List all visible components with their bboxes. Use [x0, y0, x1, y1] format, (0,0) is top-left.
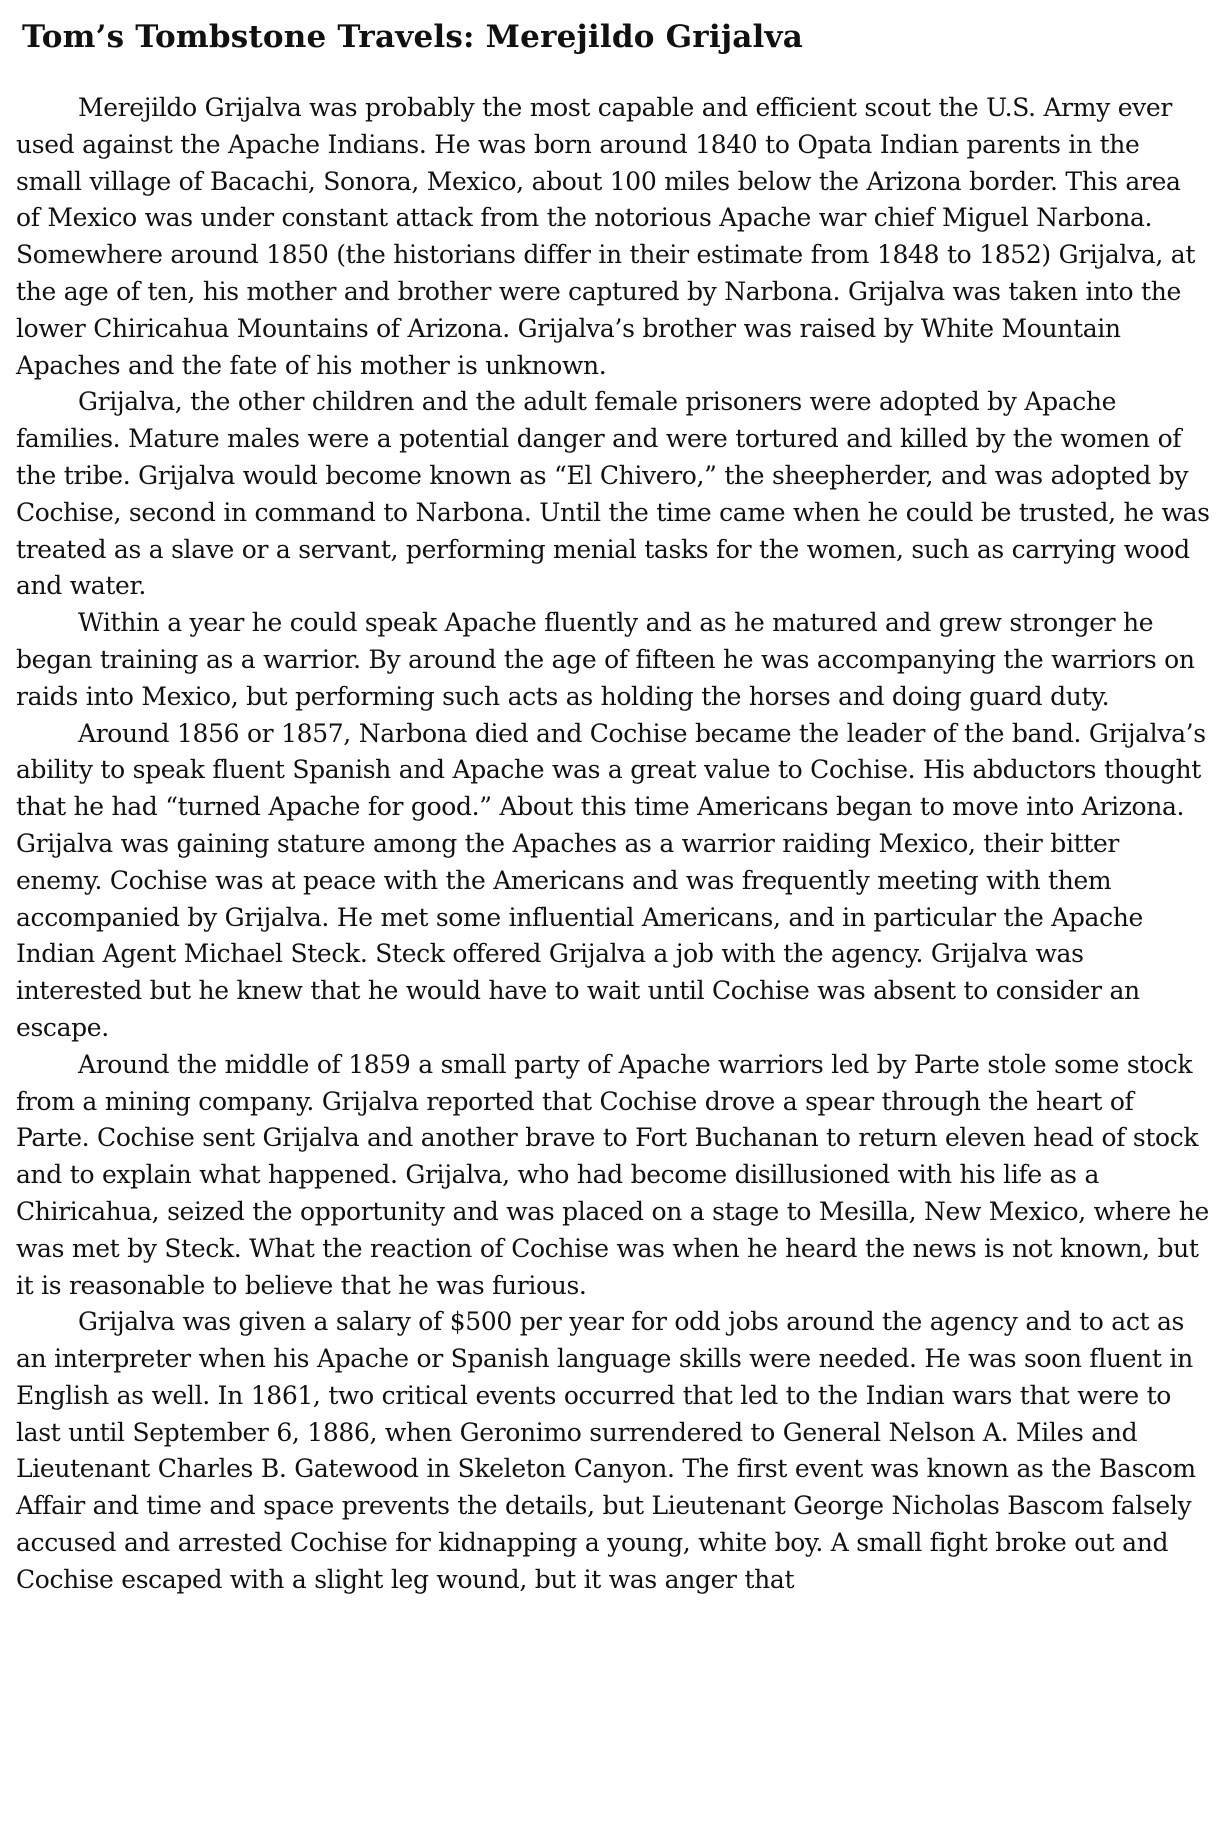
- paragraph-3: Within a year he could speak Apache fluently and as he matured and grew stronger he began training as a warrior. By around the age of fifteen he was accompanying the warriors on raids into Mexico, but performing such acts as holding the horses and doing guard duty.: [16, 608, 1195, 711]
- article-body: [16, 90, 1210, 1599]
- paragraph-4: Around 1856 or 1857, Narbona died and Cochise became the leader of the band. Grijalva’s ability to speak fluent Spanish and Apache was a great value to Cochise. His abductors thought that he had “turned Apache for good.” About this time Americans began to move into Arizona. Grijalva was gaining stature among the Apaches as a warrior raiding Mexico, their bitter enemy. Cochise was at peace with the Americans and was frequently meeting with them accompanied by Grijalva. He met some influential Americans, and in particular the Apache Indian Agent Michael Steck. Steck offered Grijalva a job with the agency. Grijalva was interested but he knew that he would have to wait until Cochise was absent to consider an escape.: [16, 718, 1206, 1042]
- paragraph-6: Grijalva was given a salary of $500 per year for odd jobs around the agency and to act as an interpreter when his Apache or Spanish language skills were needed. He was soon fluent in English as well. In 1861, two critical events occurred that led to the Indian wars that were to last until September 6, 1886, when Geronimo surrendered to General Nelson A. Miles and Lieutenant Charles B. Gatewood in Skeleton Canyon. The first event was known as the Bascom Affair and time and space prevents the details, but Lieutenant George Nicholas Bascom falsely accused and arrested Cochise for kidnapping a young, white boy. A small fight broke out and Cochise escaped with a slight leg wound, but it was anger that: [16, 1307, 1196, 1594]
- page-title: Tom’s Tombstone Travels: Merejildo Grijalva: [22, 19, 803, 55]
- paragraph-2: Grijalva, the other children and the adult female prisoners were adopted by Apache families. Mature males were a potential danger and were tortured and killed by the women of the tribe. Grijalva would become known as “El Chivero,” the sheepherder, and was adopted by Cochise, second in command to Narbona. Until the time came when he could be trusted, he was treated as a slave or a servant, performing menial tasks for the women, such as carrying wood and water.: [16, 387, 1210, 601]
- paragraph-1: Merejildo Grijalva was probably the most capable and efficient scout the U.S. Army ever used against the Apache Indians. He was born around 1840 to Opata Indian parents in the small village of Bacachi, Sonora, Mexico, about 100 miles below the Arizona border. This area of Mexico was under constant attack from the notorious Apache war chief Miguel Narbona. Somewhere around 1850 (the historians differ in their estimate from 1848 to 1852) Grijalva, at the age of ten, his mother and brother were captured by Narbona. Grijalva was taken into the lower Chiricahua Mountains of Arizona. Grijalva’s brother was raised by White Mountain Apaches and the fate of his mother is unknown.: [16, 93, 1196, 380]
- paragraph-5: Around the middle of 1859 a small party of Apache warriors led by Parte stole some stock from a mining company. Grijalva reported that Cochise drove a spear through the heart of Parte. Cochise sent Grijalva and another brave to Fort Buchanan to return eleven head of stock and to explain what happened. Grijalva, who had become disillusioned with his life as a Chiricahua, seized the opportunity and was placed on a stage to Mesilla, New Mexico, where he was met by Steck. What the reaction of Cochise was when he heard the news is not known, but it is reasonable to believe that he was furious.: [16, 1049, 1209, 1300]
